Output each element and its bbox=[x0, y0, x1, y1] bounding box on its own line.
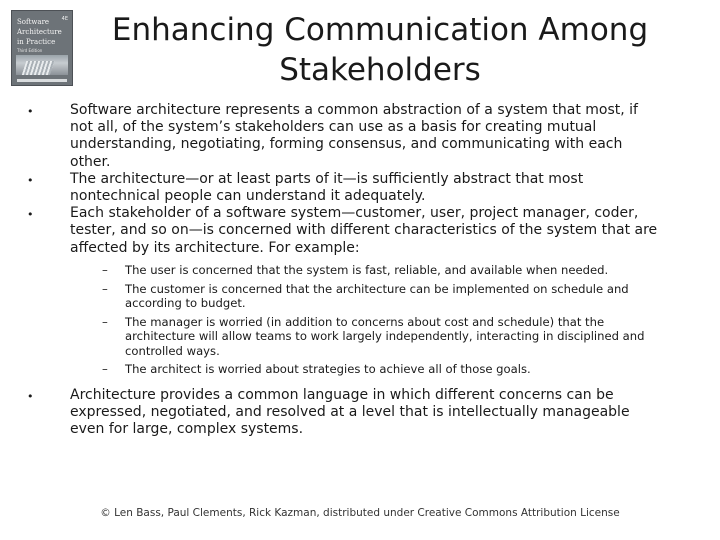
book-subtitle: Third Edition bbox=[17, 48, 43, 53]
bullet-text: Software architecture represents a common abstraction of a system that most, if not all, of the system’s stakeholders can use as a basis for creating mutual understanding, negotiating, forming consensus, and communicating with each other. bbox=[70, 102, 638, 170]
sub-bullet-item bbox=[102, 362, 658, 376]
sub-bullet-item bbox=[102, 315, 658, 358]
book-title-line-1: Software bbox=[17, 18, 50, 26]
book-cover-image bbox=[11, 10, 73, 86]
book-title-line-3: in Practice bbox=[17, 38, 56, 46]
book-edition: 4E bbox=[61, 16, 68, 22]
bullet-list bbox=[22, 102, 662, 438]
book-title-line-2: Architecture bbox=[17, 28, 62, 36]
sub-bullet-item bbox=[102, 263, 658, 277]
bullet-item bbox=[22, 102, 662, 171]
bullet-marker: • bbox=[27, 173, 34, 187]
sub-bullet-text: The manager is worried (in addition to concerns about cost and schedule) that the architecture will allow teams to work largely independently, interacting in disciplined and controlled ways. bbox=[125, 314, 645, 358]
dash-marker: – bbox=[102, 281, 108, 296]
book-authors-strip bbox=[17, 79, 67, 82]
sub-bullet-text: The architect is worried about strategies to achieve all of those goals. bbox=[125, 362, 531, 377]
footer-copyright: © Len Bass, Paul Clements, Rick Kazman, distributed under Creative Commons Attribution License bbox=[100, 507, 620, 519]
sub-bullet-text: The customer is concerned that the architecture can be implemented on schedule and according to budget. bbox=[125, 281, 629, 311]
sub-bullet-item bbox=[102, 282, 658, 311]
bullet-marker: • bbox=[27, 105, 34, 118]
bullet-text: The architecture—or at least parts of it—is sufficiently abstract that most nontechnical people can understand it adequately. bbox=[70, 170, 584, 205]
bullet-item bbox=[22, 171, 662, 205]
book-cover-photo bbox=[16, 55, 68, 75]
bullet-text: Architecture provides a common language in which different concerns can be expressed, negotiated, and resolved at a level that is intellectually manageable even for large, complex systems. bbox=[70, 386, 630, 438]
bullet-text: Each stakeholder of a software system—customer, user, project manager, coder, tester, and so on—is concerned with different characteristics of the system that are affected by its architecture. For example: bbox=[70, 205, 658, 256]
bullet-item bbox=[22, 205, 662, 257]
bullet-marker: • bbox=[27, 208, 34, 222]
dash-marker: – bbox=[102, 262, 108, 277]
dash-marker: – bbox=[102, 362, 108, 377]
bullet-item bbox=[22, 387, 662, 439]
sub-bullet-text: The user is concerned that the system is fast, reliable, and available when needed. bbox=[125, 262, 609, 277]
sub-bullet-list bbox=[22, 263, 658, 377]
slide-title: Enhancing Communication Among Stakeholders bbox=[111, 12, 649, 88]
dash-marker: – bbox=[102, 314, 108, 329]
bullet-marker: • bbox=[27, 389, 34, 403]
